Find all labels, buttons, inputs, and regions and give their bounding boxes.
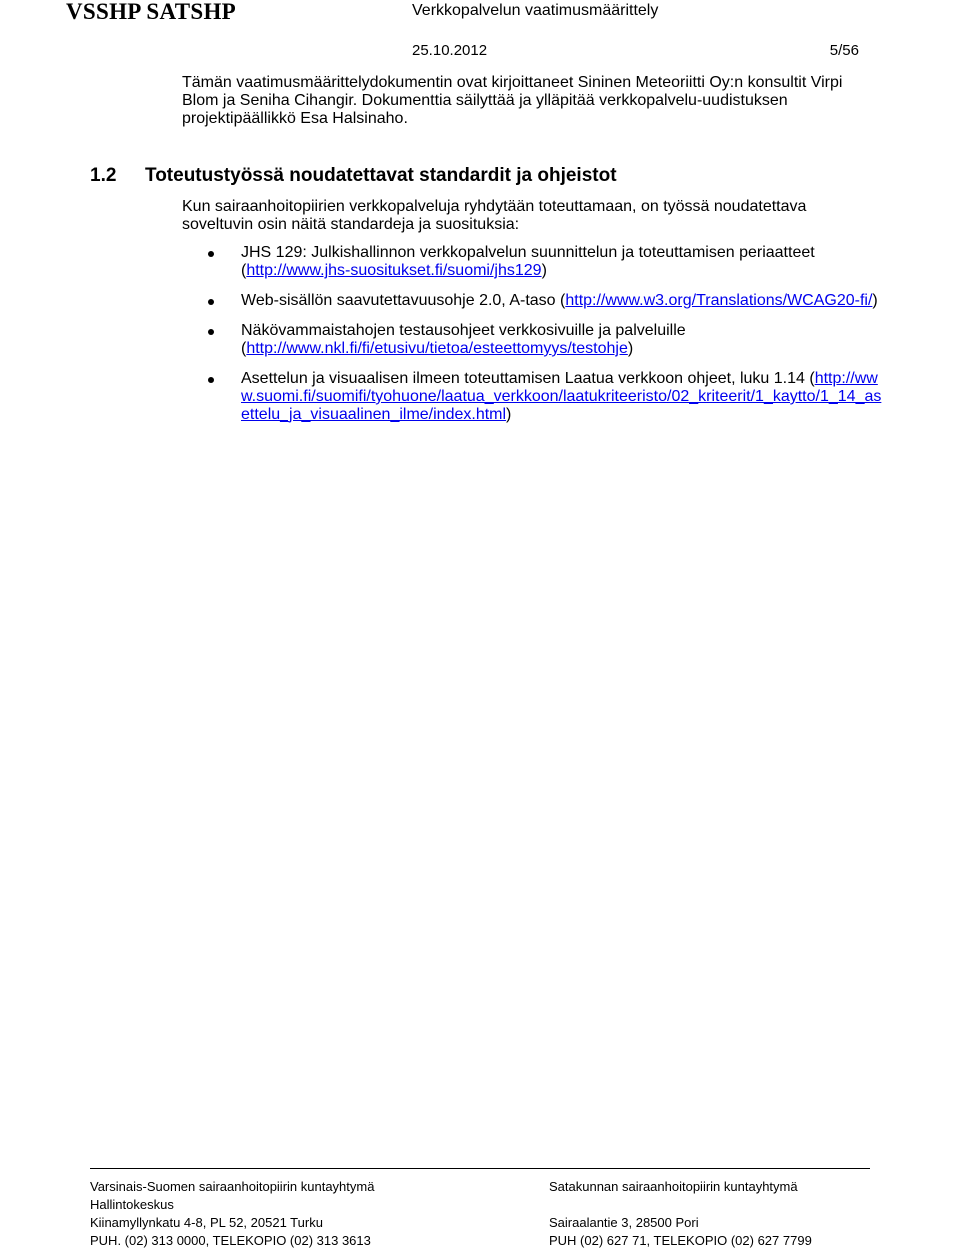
bullet-icon xyxy=(208,251,214,257)
list-item-text: Web-sisällön saavutettavuusohje 2.0, A-taso xyxy=(241,292,556,309)
footer-left xyxy=(90,1178,374,1250)
list-item: Näkövammaistahojen testausohjeet verkkosivuille ja palveluille (http://www.nkl.fi/fi/etusivu/tietoa/esteettomyys/testohje) xyxy=(182,322,882,358)
standard-link[interactable]: http://www.suomi.fi/suomifi/tyohuone/laatua_verkkoon/laatukriteeristo/02_kriteerit/1_kaytto/1_14_asettelu_ja_visuaalinen_ilme/index.html xyxy=(241,370,882,423)
document-title: Verkkopalvelun vaatimusmäärittely xyxy=(412,2,659,19)
section-number: 1.2 xyxy=(90,165,117,186)
bullet-icon xyxy=(208,299,214,305)
standard-link[interactable]: http://www.w3.org/Translations/WCAG20-fi/ xyxy=(565,292,873,309)
footer-left-org: Varsinais-Suomen sairaanhoitopiirin kuntayhtymä xyxy=(90,1179,375,1194)
list-item: Asettelun ja visuaalisen ilmeen toteuttamisen Laatua verkkoon ohjeet, luku 1.14 (http://www.suomi.fi/suomifi/tyohuone/laatua_verkkoon/laatukriteeristo/02_kriteerit/1_kaytto/1_14_asettelu_ja_visuaalinen_ilme/index.html) xyxy=(182,370,882,424)
page-number: 5/56 xyxy=(829,42,859,59)
footer-right-address: Sairaalantie 3, 28500 Pori xyxy=(549,1215,699,1230)
standard-link[interactable]: http://www.jhs-suositukset.fi/suomi/jhs129 xyxy=(246,262,542,279)
footer-right-phone: PUH (02) 627 71, TELEKOPIO (02) 627 7799 xyxy=(549,1233,812,1248)
list-item-text: Asettelun ja visuaalisen ilmeen toteuttamisen Laatua verkkoon ohjeet, luku 1.14 xyxy=(241,370,805,387)
footer-right-spacer xyxy=(549,1196,812,1214)
organization-logo: VSSHP SATSHP xyxy=(66,0,236,24)
list-item: JHS 129: Julkishallinnon verkkopalvelun suunnittelun ja toteuttamisen periaatteet (http://www.jhs-suositukset.fi/suomi/jhs129) xyxy=(182,244,882,280)
section-lead-paragraph: Kun sairaanhoitopiirien verkkopalveluja ryhdytään toteuttamaan, on työssä noudatettava soveltuvin osin näitä standardeja ja suosituksia: xyxy=(182,198,807,233)
footer-left-address: Kiinamyllynkatu 4-8, PL 52, 20521 Turku xyxy=(90,1215,323,1230)
list-item: Web-sisällön saavutettavuusohje 2.0, A-taso (http://www.w3.org/Translations/WCAG20-fi/) xyxy=(182,292,882,310)
bullet-icon xyxy=(208,377,214,383)
intro-paragraph: Tämän vaatimusmäärittelydokumentin ovat kirjoittaneet Sininen Meteoriitti Oy:n konsultit Virpi Blom ja Seniha Cihangir. Dokumenttia säilyttää ja ylläpitää verkkopalvelu-uudistuksen projektipäällikkö Esa Halsinaho. xyxy=(182,74,843,127)
document-date: 25.10.2012 xyxy=(412,42,488,59)
section-title: Toteutustyössä noudatettavat standardit ja ohjeistot xyxy=(145,165,617,186)
standards-list xyxy=(182,244,882,436)
section-heading xyxy=(90,165,617,187)
footer-divider xyxy=(90,1168,870,1169)
footer-right xyxy=(549,1178,812,1250)
bullet-icon xyxy=(208,329,214,335)
footer-left-phone: PUH. (02) 313 0000, TELEKOPIO (02) 313 3613 xyxy=(90,1233,371,1248)
list-item-text: Näkövammaistahojen testausohjeet verkkosivuille ja palveluille xyxy=(241,322,686,339)
standard-link[interactable]: http://www.nkl.fi/fi/etusivu/tietoa/esteettomyys/testohje xyxy=(246,340,628,357)
footer-left-unit: Hallintokeskus xyxy=(90,1197,174,1212)
list-item-text: JHS 129: Julkishallinnon verkkopalvelun suunnittelun ja toteuttamisen periaatteet xyxy=(241,244,815,261)
footer-right-org: Satakunnan sairaanhoitopiirin kuntayhtymä xyxy=(549,1179,798,1194)
